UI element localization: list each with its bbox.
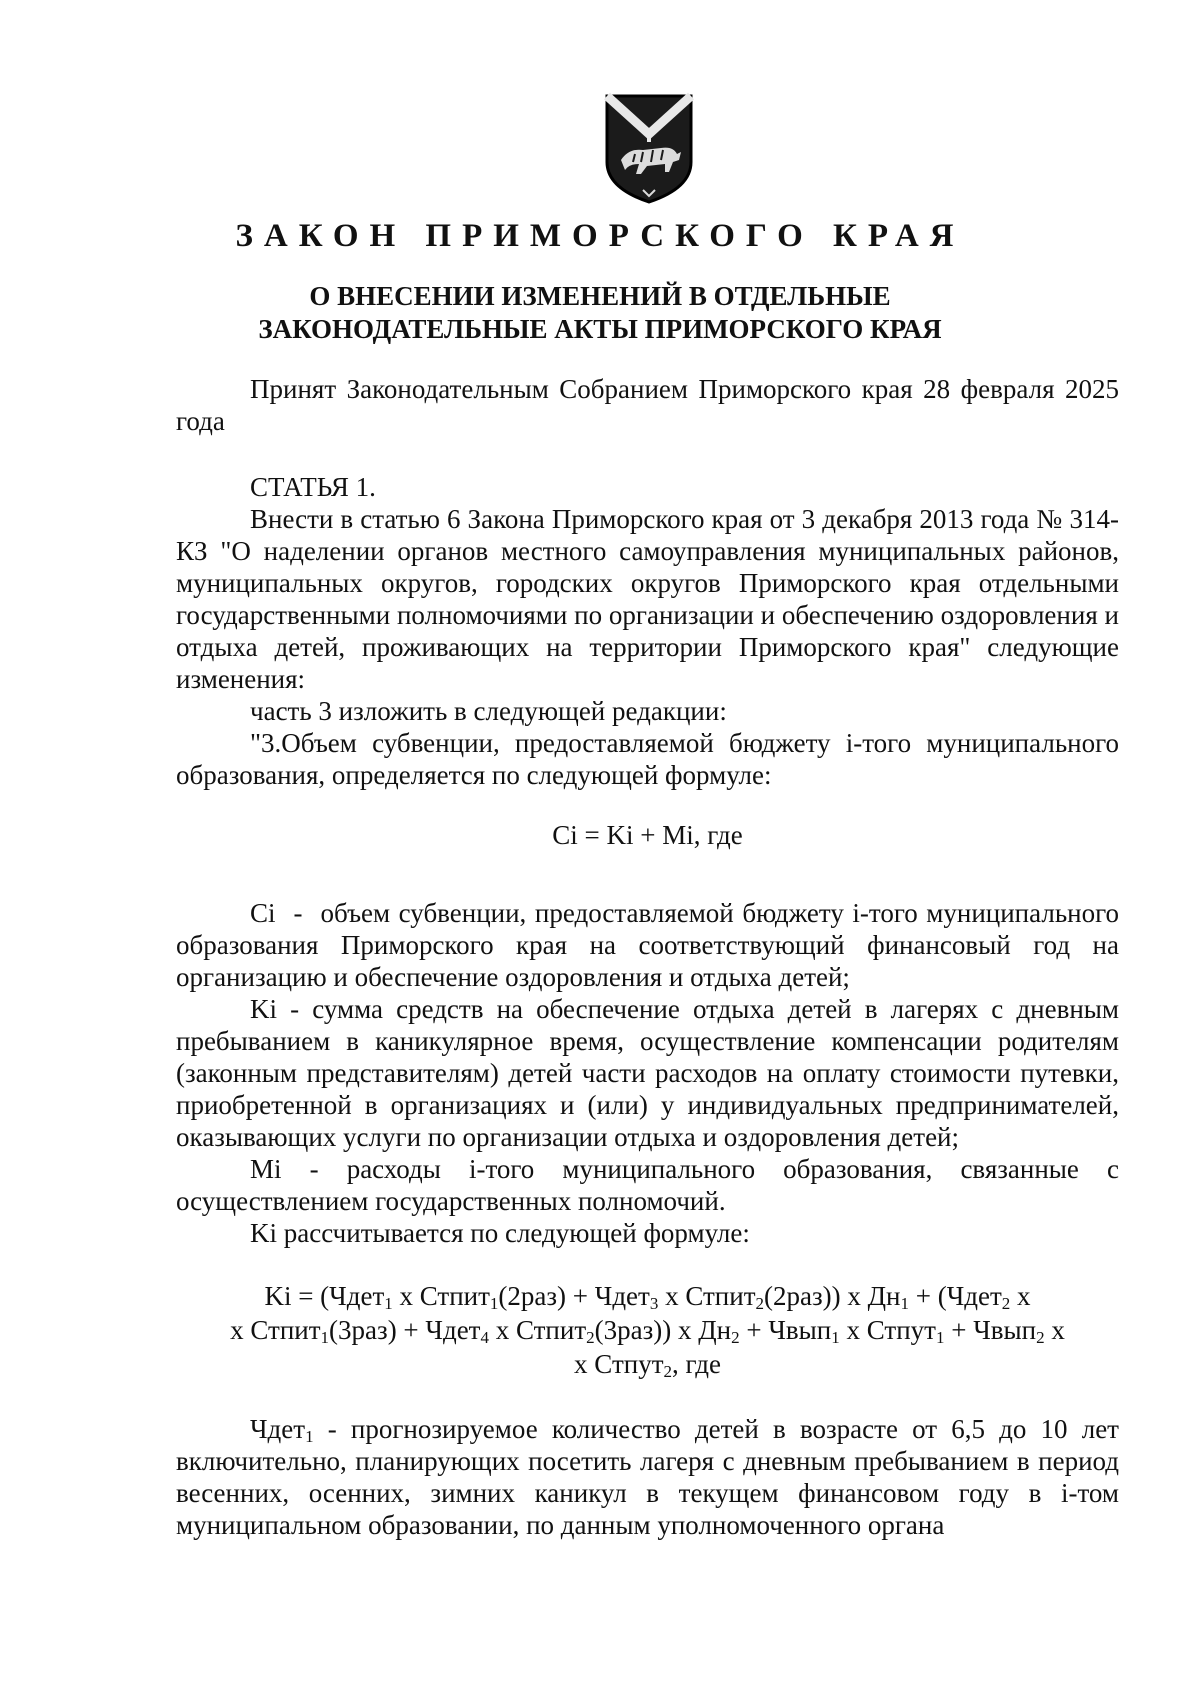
- formula-ki: Ki = (Чдет$_1$ x Стпит$_1$(2раз) + Чдет$_3$ x Стпит$_2$(2раз)) x $Дн_1$ + (Чдет$_2$ x x Стпит$_1$(3раз) + Чдет$_4$ x Стпит$_2$(3раз)) x $Дн_2$ + Чвып$_1$ x Стпут$_1$ + Чвып$_2$ x x Стпут$_2$, где: [230, 1281, 1065, 1381]
- definition-mi: Mi - расходы i-того муниципального образования, связанные с осуществлением государственных полномочий.: [176, 1154, 1119, 1216]
- subtitle-line-1: О ВНЕСЕНИИ ИЗМЕНЕНИЙ В ОТДЕЛЬНЫЕ: [309, 281, 891, 311]
- article-intro: Внести в статью 6 Закона Приморского края от 3 декабря 2013 года № 314-КЗ "О наделении органов местного самоуправления муниципальных районов, муниципальных округов, городских округов Приморского края отдельными государственными полномочиями по организации и обеспечению оздоровления и отдыха детей, проживающих на территории Приморского края" следующие изменения:: [176, 504, 1119, 694]
- primorsky-krai-coat-of-arms-icon: [603, 92, 695, 204]
- article-heading: СТАТЬЯ 1.: [250, 472, 376, 502]
- definition-chdet1: Чдет$_1$ - прогнозируемое количество детей в возрасте от 6,5 до 10 лет включительно, планирующих посетить лагеря с дневным пребыванием в период весенних, осенних, зимних каникул в текущем финансовом году в i-том муниципальном образовании, по данным уполномоченного органа: [176, 1414, 1119, 1540]
- subtitle-line-2: ЗАКОНОДАТЕЛЬНЫЕ АКТЫ ПРИМОРСКОГО КРАЯ: [258, 314, 942, 344]
- definition-ci-term: Ci: [250, 898, 276, 928]
- definition-ci-text: объем субвенции, предоставляемой бюджету i-того муниципального образования Приморского края на соответствующий финансовый год на организацию и обеспечение оздоровления и отдыха детей;: [176, 898, 1119, 992]
- definition-ci: Ci - объем субвенции, предоставляемой бюджету i-того муниципального образования Приморского края на соответствующий финансовый год на организацию и обеспечение оздоровления и отдыха детей;: [176, 898, 1119, 992]
- adoption-note: Принят Законодательным Собранием Приморского края 28 февраля 2025 года: [176, 374, 1119, 436]
- amendment-instruction: часть 3 изложить в следующей редакции:: [250, 696, 727, 726]
- formula-ci: Ci = Ki + Mi, где: [552, 820, 743, 850]
- document-body: [176, 373, 1119, 1541]
- law-subtitle: [0, 280, 1200, 346]
- ki-calculation-intro: Ki рассчитывается по следующей формуле:: [250, 1218, 750, 1248]
- law-title: ЗАКОН ПРИМОРСКОГО КРАЯ: [235, 218, 965, 254]
- clause-3: "3.Объем субвенции, предоставляемой бюджету i-того муниципального образования, определяется по следующей формуле:: [176, 728, 1119, 790]
- definition-ki: Ki - сумма средств на обеспечение отдыха детей в лагерях с дневным пребыванием в каникулярное время, осуществление компенсации родителям (законным представителям) детей части расходов на оплату стоимости путевки, приобретенной в организациях и (или) у индивидуальных предпринимателей, оказывающих услуги по организации отдыха и оздоровления детей;: [176, 994, 1119, 1152]
